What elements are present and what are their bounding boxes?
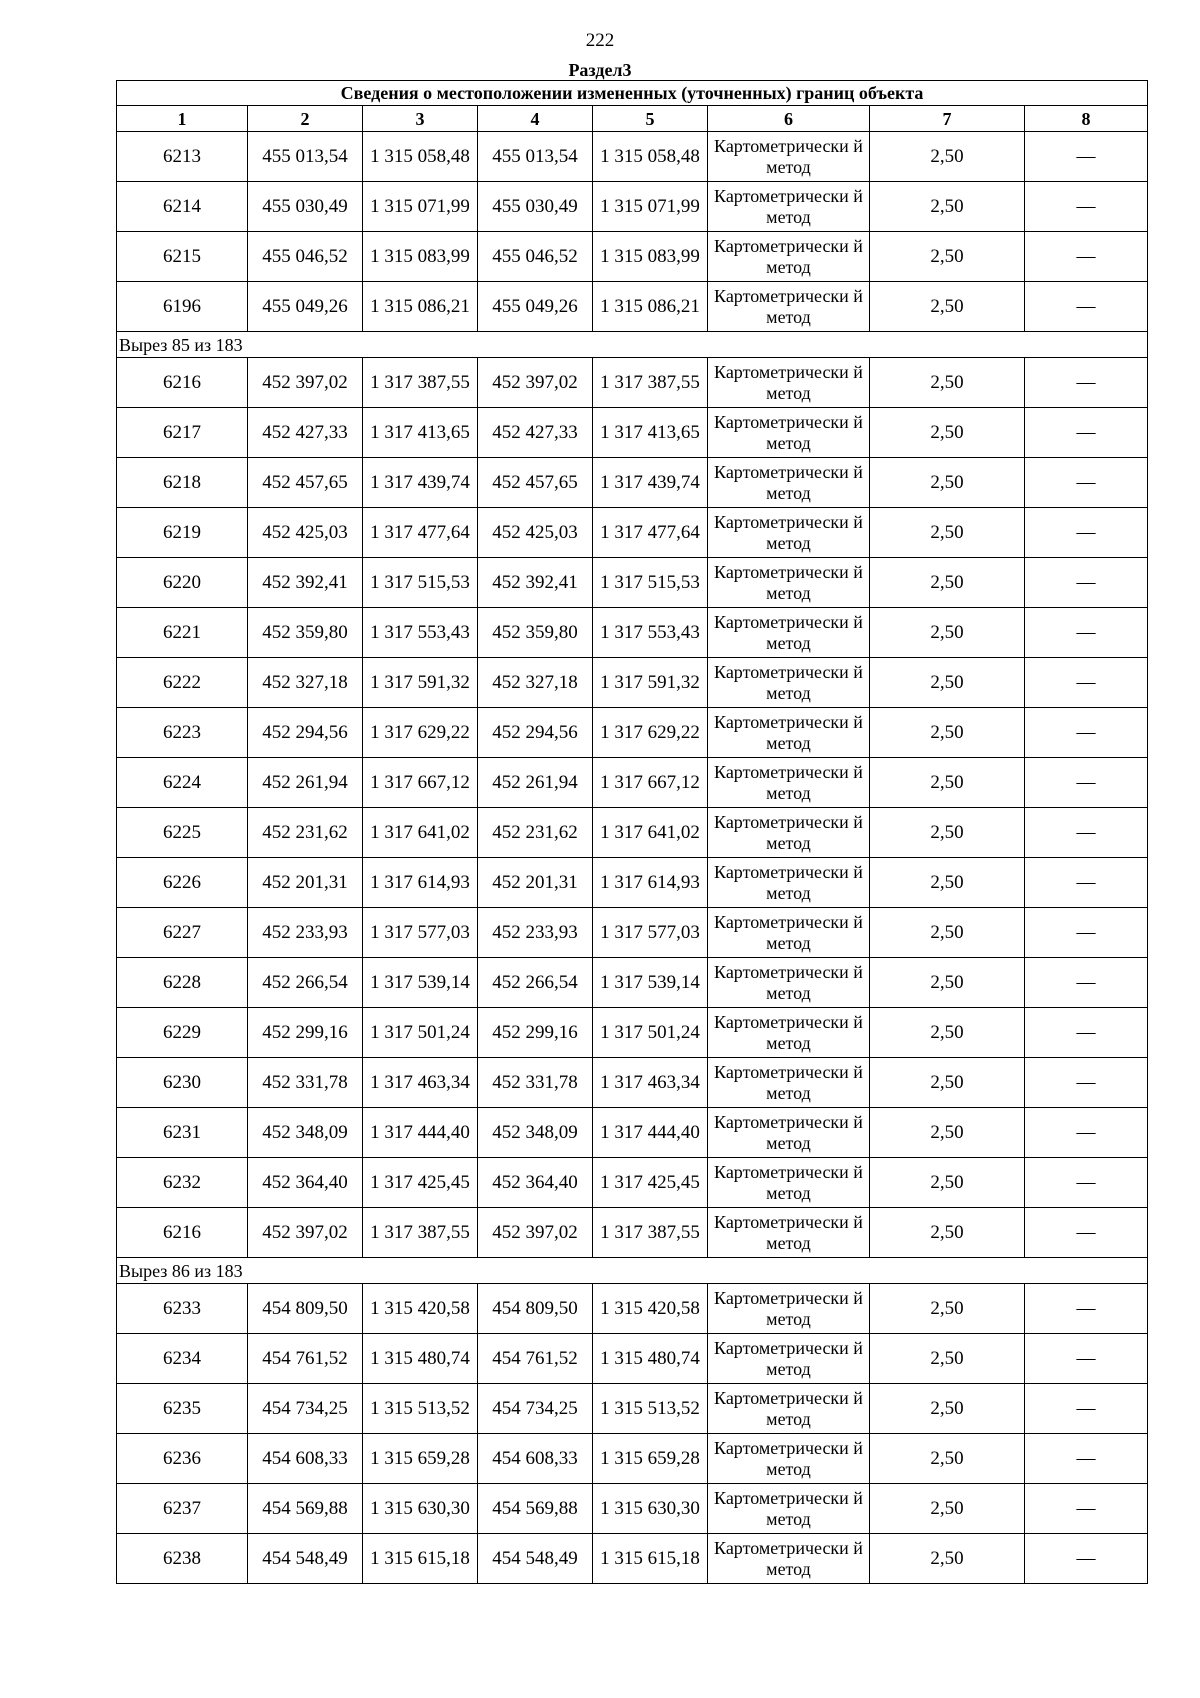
y-new-cell: 1 315 086,21 [593,282,708,332]
x-old-cell: 454 734,25 [248,1384,363,1434]
point-number-cell: 6237 [117,1484,248,1534]
x-new-cell: 452 233,93 [478,908,593,958]
description-cell: — [1025,1384,1148,1434]
x-old-cell: 452 397,02 [248,1208,363,1258]
point-number-cell: 6216 [117,1208,248,1258]
point-number-cell: 6225 [117,808,248,858]
table-row [117,458,1148,508]
y-new-cell: 1 317 667,12 [593,758,708,808]
y-new-cell: 1 315 659,28 [593,1434,708,1484]
method-cell: Картометрически й метод [708,558,870,608]
x-old-cell: 452 331,78 [248,1058,363,1108]
y-new-cell: 1 317 629,22 [593,708,708,758]
table-row [117,908,1148,958]
accuracy-cell: 2,50 [870,958,1025,1008]
x-new-cell: 454 569,88 [478,1484,593,1534]
y-old-cell: 1 317 444,40 [363,1108,478,1158]
x-old-cell: 452 201,31 [248,858,363,908]
accuracy-cell: 2,50 [870,858,1025,908]
y-old-cell: 1 315 058,48 [363,132,478,182]
point-number-cell: 6214 [117,182,248,232]
method-cell: Картометрически й метод [708,608,870,658]
y-new-cell: 1 317 614,93 [593,858,708,908]
x-old-cell: 452 261,94 [248,758,363,808]
y-new-cell: 1 317 425,45 [593,1158,708,1208]
x-old-cell: 452 427,33 [248,408,363,458]
y-new-cell: 1 317 387,55 [593,1208,708,1258]
x-new-cell: 452 397,02 [478,1208,593,1258]
y-new-cell: 1 317 539,14 [593,958,708,1008]
table-row [117,282,1148,332]
y-new-cell: 1 315 083,99 [593,232,708,282]
table-row [117,1158,1148,1208]
accuracy-cell: 2,50 [870,358,1025,408]
x-old-cell: 452 348,09 [248,1108,363,1158]
description-cell: — [1025,1334,1148,1384]
y-old-cell: 1 315 086,21 [363,282,478,332]
point-number-cell: 6226 [117,858,248,908]
y-new-cell: 1 315 420,58 [593,1284,708,1334]
x-new-cell: 452 397,02 [478,358,593,408]
x-new-cell: 452 364,40 [478,1158,593,1208]
accuracy-cell: 2,50 [870,132,1025,182]
y-old-cell: 1 317 614,93 [363,858,478,908]
x-new-cell: 452 231,62 [478,808,593,858]
y-old-cell: 1 317 425,45 [363,1158,478,1208]
x-new-cell: 452 266,54 [478,958,593,1008]
method-cell: Картометрически й метод [708,182,870,232]
accuracy-cell: 2,50 [870,1008,1025,1058]
y-old-cell: 1 317 413,65 [363,408,478,458]
column-header: 2 [248,106,363,132]
x-old-cell: 455 049,26 [248,282,363,332]
table-row [117,708,1148,758]
x-old-cell: 452 425,03 [248,508,363,558]
y-new-cell: 1 317 591,32 [593,658,708,708]
group-row [117,1258,1148,1284]
table-row [117,1434,1148,1484]
method-cell: Картометрически й метод [708,1384,870,1434]
x-new-cell: 452 425,03 [478,508,593,558]
accuracy-cell: 2,50 [870,1484,1025,1534]
table-row [117,1058,1148,1108]
accuracy-cell: 2,50 [870,1108,1025,1158]
table-row [117,808,1148,858]
point-number-cell: 6236 [117,1434,248,1484]
x-new-cell: 454 734,25 [478,1384,593,1434]
description-cell: — [1025,708,1148,758]
table-row [117,1534,1148,1584]
y-old-cell: 1 315 630,30 [363,1484,478,1534]
y-new-cell: 1 317 413,65 [593,408,708,458]
method-cell: Картометрически й метод [708,1108,870,1158]
table-caption-row [117,81,1148,106]
x-new-cell: 454 548,49 [478,1534,593,1584]
y-old-cell: 1 317 387,55 [363,358,478,408]
point-number-cell: 6227 [117,908,248,958]
y-new-cell: 1 317 463,34 [593,1058,708,1108]
table-row [117,1484,1148,1534]
x-old-cell: 455 013,54 [248,132,363,182]
group-row [117,332,1148,358]
y-old-cell: 1 317 667,12 [363,758,478,808]
table-row [117,1008,1148,1058]
description-cell: — [1025,1534,1148,1584]
y-old-cell: 1 315 071,99 [363,182,478,232]
y-old-cell: 1 317 553,43 [363,608,478,658]
method-cell: Картометрически й метод [708,408,870,458]
y-new-cell: 1 317 501,24 [593,1008,708,1058]
point-number-cell: 6219 [117,508,248,558]
y-old-cell: 1 317 539,14 [363,958,478,1008]
point-number-cell: 6216 [117,358,248,408]
accuracy-cell: 2,50 [870,808,1025,858]
table-row [117,1108,1148,1158]
description-cell: — [1025,658,1148,708]
x-old-cell: 452 327,18 [248,658,363,708]
accuracy-cell: 2,50 [870,608,1025,658]
x-old-cell: 452 457,65 [248,458,363,508]
table-row [117,858,1148,908]
x-old-cell: 452 364,40 [248,1158,363,1208]
y-old-cell: 1 317 629,22 [363,708,478,758]
x-new-cell: 452 359,80 [478,608,593,658]
point-number-cell: 6234 [117,1334,248,1384]
point-number-cell: 6238 [117,1534,248,1584]
description-cell: — [1025,758,1148,808]
table-row [117,132,1148,182]
x-old-cell: 455 030,49 [248,182,363,232]
x-old-cell: 454 548,49 [248,1534,363,1584]
description-cell: — [1025,958,1148,1008]
method-cell: Картометрически й метод [708,1058,870,1108]
accuracy-cell: 2,50 [870,508,1025,558]
x-new-cell: 454 809,50 [478,1284,593,1334]
method-cell: Картометрически й метод [708,958,870,1008]
method-cell: Картометрически й метод [708,858,870,908]
x-old-cell: 454 809,50 [248,1284,363,1334]
x-new-cell: 452 427,33 [478,408,593,458]
description-cell: — [1025,908,1148,958]
y-old-cell: 1 317 439,74 [363,458,478,508]
accuracy-cell: 2,50 [870,1534,1025,1584]
table-row [117,1384,1148,1434]
y-new-cell: 1 317 387,55 [593,358,708,408]
accuracy-cell: 2,50 [870,1384,1025,1434]
x-new-cell: 452 201,31 [478,858,593,908]
table-row [117,182,1148,232]
method-cell: Картометрически й метод [708,658,870,708]
column-header: 5 [593,106,708,132]
y-old-cell: 1 315 615,18 [363,1534,478,1584]
x-old-cell: 452 397,02 [248,358,363,408]
table-row [117,758,1148,808]
accuracy-cell: 2,50 [870,1434,1025,1484]
description-cell: — [1025,1008,1148,1058]
x-new-cell: 454 608,33 [478,1434,593,1484]
y-new-cell: 1 315 058,48 [593,132,708,182]
x-old-cell: 454 761,52 [248,1334,363,1384]
y-new-cell: 1 317 577,03 [593,908,708,958]
y-old-cell: 1 315 480,74 [363,1334,478,1384]
x-new-cell: 452 457,65 [478,458,593,508]
y-old-cell: 1 315 659,28 [363,1434,478,1484]
x-old-cell: 452 359,80 [248,608,363,658]
accuracy-cell: 2,50 [870,1208,1025,1258]
method-cell: Картометрически й метод [708,508,870,558]
accuracy-cell: 2,50 [870,282,1025,332]
x-old-cell: 454 569,88 [248,1484,363,1534]
y-new-cell: 1 317 641,02 [593,808,708,858]
point-number-cell: 6235 [117,1384,248,1434]
y-old-cell: 1 317 641,02 [363,808,478,858]
accuracy-cell: 2,50 [870,1158,1025,1208]
point-number-cell: 6223 [117,708,248,758]
y-new-cell: 1 315 630,30 [593,1484,708,1534]
accuracy-cell: 2,50 [870,458,1025,508]
table-row [117,408,1148,458]
accuracy-cell: 2,50 [870,708,1025,758]
description-cell: — [1025,408,1148,458]
method-cell: Картометрически й метод [708,458,870,508]
point-number-cell: 6213 [117,132,248,182]
description-cell: — [1025,1158,1148,1208]
point-number-cell: 6222 [117,658,248,708]
description-cell: — [1025,182,1148,232]
x-new-cell: 455 030,49 [478,182,593,232]
point-number-cell: 6231 [117,1108,248,1158]
section-title: Раздел3 [568,60,632,80]
method-cell: Картометрически й метод [708,1534,870,1584]
x-old-cell: 452 231,62 [248,808,363,858]
y-old-cell: 1 317 501,24 [363,1008,478,1058]
table-row [117,658,1148,708]
y-old-cell: 1 317 477,64 [363,508,478,558]
column-header: 3 [363,106,478,132]
accuracy-cell: 2,50 [870,758,1025,808]
accuracy-cell: 2,50 [870,408,1025,458]
accuracy-cell: 2,50 [870,558,1025,608]
y-new-cell: 1 317 553,43 [593,608,708,658]
y-new-cell: 1 315 615,18 [593,1534,708,1584]
x-old-cell: 452 233,93 [248,908,363,958]
y-new-cell: 1 317 444,40 [593,1108,708,1158]
description-cell: — [1025,558,1148,608]
method-cell: Картометрически й метод [708,358,870,408]
x-new-cell: 452 392,41 [478,558,593,608]
point-number-cell: 6229 [117,1008,248,1058]
point-number-cell: 6224 [117,758,248,808]
x-new-cell: 452 261,94 [478,758,593,808]
y-old-cell: 1 317 515,53 [363,558,478,608]
point-number-cell: 6221 [117,608,248,658]
description-cell: — [1025,608,1148,658]
column-header: 7 [870,106,1025,132]
y-old-cell: 1 315 420,58 [363,1284,478,1334]
y-old-cell: 1 317 591,32 [363,658,478,708]
point-number-cell: 6233 [117,1284,248,1334]
group-label: Вырез 85 из 183 [117,332,1148,358]
column-header: 8 [1025,106,1148,132]
x-new-cell: 452 294,56 [478,708,593,758]
y-old-cell: 1 317 387,55 [363,1208,478,1258]
x-new-cell: 455 049,26 [478,282,593,332]
description-cell: — [1025,282,1148,332]
table-row [117,608,1148,658]
y-old-cell: 1 315 513,52 [363,1384,478,1434]
method-cell: Картометрически й метод [708,1484,870,1534]
point-number-cell: 6228 [117,958,248,1008]
y-new-cell: 1 315 071,99 [593,182,708,232]
method-cell: Картометрически й метод [708,1434,870,1484]
coordinates-table [116,80,1148,1584]
y-old-cell: 1 317 463,34 [363,1058,478,1108]
table-row [117,958,1148,1008]
point-number-cell: 6230 [117,1058,248,1108]
accuracy-cell: 2,50 [870,182,1025,232]
table-row [117,232,1148,282]
method-cell: Картометрически й метод [708,132,870,182]
method-cell: Картометрически й метод [708,282,870,332]
description-cell: — [1025,1108,1148,1158]
table-caption: Сведения о местоположении измененных (уточненных) границ объекта [117,81,1148,106]
description-cell: — [1025,1284,1148,1334]
accuracy-cell: 2,50 [870,1284,1025,1334]
x-new-cell: 452 331,78 [478,1058,593,1108]
y-new-cell: 1 317 477,64 [593,508,708,558]
accuracy-cell: 2,50 [870,908,1025,958]
x-old-cell: 452 392,41 [248,558,363,608]
table-row [117,558,1148,608]
x-old-cell: 454 608,33 [248,1434,363,1484]
x-new-cell: 452 348,09 [478,1108,593,1158]
method-cell: Картометрически й метод [708,808,870,858]
table-row [117,358,1148,408]
column-header: 4 [478,106,593,132]
group-label: Вырез 86 из 183 [117,1258,1148,1284]
description-cell: — [1025,1484,1148,1534]
description-cell: — [1025,458,1148,508]
method-cell: Картометрически й метод [708,1208,870,1258]
method-cell: Картометрически й метод [708,1158,870,1208]
table-row [117,1284,1148,1334]
table-row [117,508,1148,558]
point-number-cell: 6196 [117,282,248,332]
x-new-cell: 455 046,52 [478,232,593,282]
y-new-cell: 1 315 480,74 [593,1334,708,1384]
accuracy-cell: 2,50 [870,1058,1025,1108]
point-number-cell: 6220 [117,558,248,608]
method-cell: Картометрически й метод [708,708,870,758]
description-cell: — [1025,808,1148,858]
description-cell: — [1025,508,1148,558]
y-old-cell: 1 315 083,99 [363,232,478,282]
x-new-cell: 455 013,54 [478,132,593,182]
point-number-cell: 6217 [117,408,248,458]
method-cell: Картометрически й метод [708,1284,870,1334]
x-old-cell: 452 294,56 [248,708,363,758]
y-new-cell: 1 317 515,53 [593,558,708,608]
method-cell: Картометрически й метод [708,758,870,808]
description-cell: — [1025,1208,1148,1258]
x-old-cell: 455 046,52 [248,232,363,282]
table-row [117,1334,1148,1384]
method-cell: Картометрически й метод [708,908,870,958]
table-row [117,1208,1148,1258]
method-cell: Картометрически й метод [708,1334,870,1384]
x-old-cell: 452 299,16 [248,1008,363,1058]
page-number: 222 [585,30,615,51]
accuracy-cell: 2,50 [870,1334,1025,1384]
y-old-cell: 1 317 577,03 [363,908,478,958]
description-cell: — [1025,232,1148,282]
method-cell: Картометрически й метод [708,232,870,282]
x-new-cell: 452 327,18 [478,658,593,708]
x-old-cell: 452 266,54 [248,958,363,1008]
x-new-cell: 452 299,16 [478,1008,593,1058]
description-cell: — [1025,1058,1148,1108]
column-header-row [117,106,1148,132]
x-new-cell: 454 761,52 [478,1334,593,1384]
point-number-cell: 6232 [117,1158,248,1208]
column-header: 1 [117,106,248,132]
column-header: 6 [708,106,870,132]
point-number-cell: 6215 [117,232,248,282]
point-number-cell: 6218 [117,458,248,508]
description-cell: — [1025,132,1148,182]
method-cell: Картометрически й метод [708,1008,870,1058]
y-new-cell: 1 317 439,74 [593,458,708,508]
description-cell: — [1025,358,1148,408]
description-cell: — [1025,858,1148,908]
description-cell: — [1025,1434,1148,1484]
accuracy-cell: 2,50 [870,232,1025,282]
y-new-cell: 1 315 513,52 [593,1384,708,1434]
accuracy-cell: 2,50 [870,658,1025,708]
